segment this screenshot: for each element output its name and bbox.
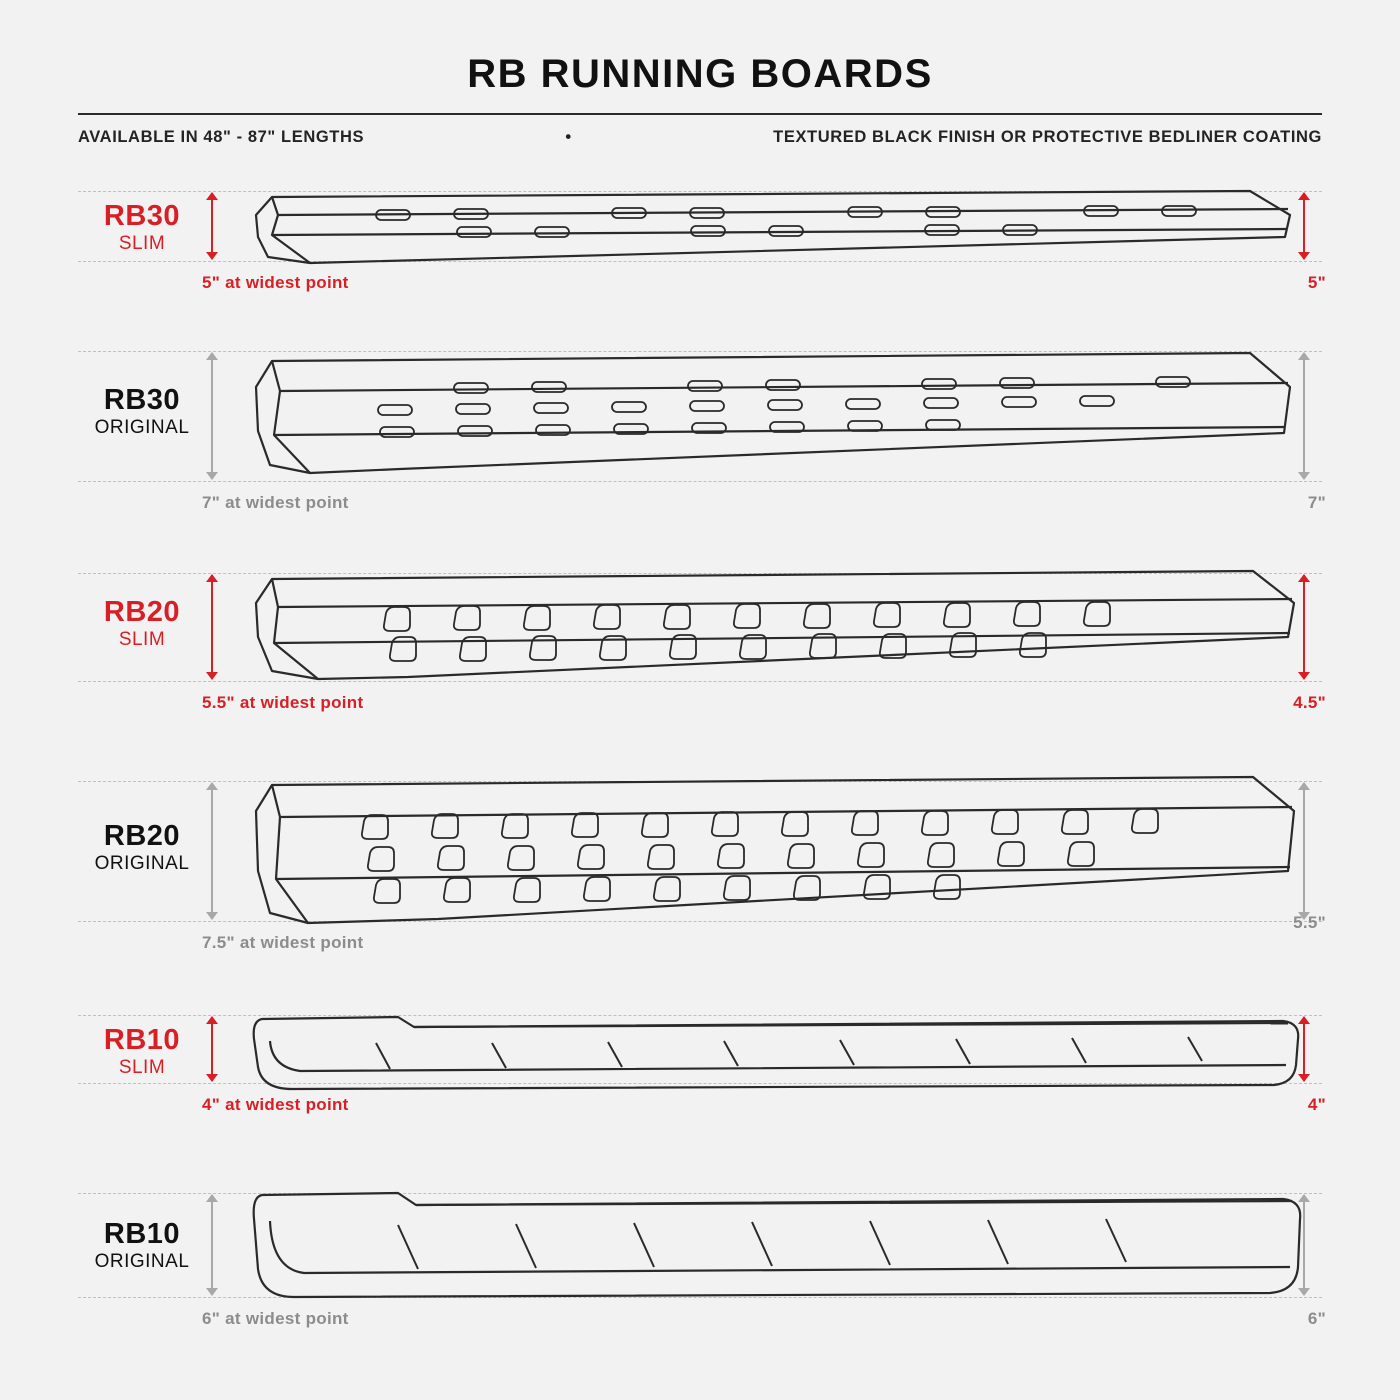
board-rows bbox=[0, 165, 1400, 1367]
variant-name: SLIM bbox=[118, 629, 166, 651]
row-label-rb10-slim bbox=[82, 1025, 202, 1080]
row-label-rb10-original bbox=[82, 1219, 202, 1274]
board-illustration-rb10-original bbox=[248, 1181, 1314, 1316]
model-name: RB20 bbox=[103, 596, 181, 628]
header-subtitle bbox=[78, 128, 1322, 147]
height-caption: 5" bbox=[1307, 273, 1326, 292]
row-rb30-slim bbox=[0, 165, 1400, 361]
subtitle-finish: TEXTURED BLACK FINISH OR PROTECTIVE BEDLINER COATING bbox=[773, 128, 1322, 146]
height-caption: 5.5" bbox=[1293, 913, 1326, 932]
height-arrow-left bbox=[205, 783, 219, 919]
row-rb30-original bbox=[0, 361, 1400, 573]
width-caption: 4" at widest point bbox=[202, 1095, 349, 1114]
board-illustration-rb10-slim bbox=[248, 1005, 1314, 1105]
height-arrow-left bbox=[205, 575, 219, 679]
height-caption: 6" bbox=[1307, 1309, 1326, 1328]
variant-name: ORIGINAL bbox=[94, 1251, 190, 1273]
row-rb20-slim bbox=[0, 573, 1400, 785]
header bbox=[0, 0, 1400, 147]
header-divider bbox=[78, 113, 1322, 115]
height-arrow-left bbox=[205, 1017, 219, 1081]
board-illustration-rb30-original bbox=[250, 339, 1310, 499]
subtitle-lengths: AVAILABLE IN 48" - 87" LENGTHS bbox=[78, 128, 365, 146]
width-caption: 7" at widest point bbox=[202, 493, 349, 512]
subtitle-bullet-icon: • bbox=[565, 128, 572, 146]
model-name: RB10 bbox=[103, 1024, 181, 1056]
height-arrow-left bbox=[205, 353, 219, 479]
row-rb10-original bbox=[0, 1187, 1400, 1367]
board-illustration-rb20-slim bbox=[248, 561, 1314, 701]
variant-name: SLIM bbox=[118, 233, 166, 255]
variant-name: ORIGINAL bbox=[94, 853, 190, 875]
row-rb20-original bbox=[0, 785, 1400, 1007]
width-caption: 5" at widest point bbox=[202, 273, 349, 292]
height-arrow-left bbox=[205, 193, 219, 259]
height-arrow-left bbox=[205, 1195, 219, 1295]
row-label-rb20-slim bbox=[82, 597, 202, 652]
page-title: RB RUNNING BOARDS bbox=[467, 52, 933, 96]
variant-name: ORIGINAL bbox=[94, 417, 190, 439]
row-label-rb20-original bbox=[82, 821, 202, 876]
width-caption: 6" at widest point bbox=[202, 1309, 349, 1328]
height-caption: 7" bbox=[1307, 493, 1326, 512]
width-caption: 7.5" at widest point bbox=[202, 933, 364, 952]
row-label-rb30-slim bbox=[82, 201, 202, 256]
row-label-rb30-original bbox=[82, 385, 202, 440]
model-name: RB30 bbox=[103, 200, 181, 232]
model-name: RB10 bbox=[103, 1218, 181, 1250]
board-illustration-rb20-original bbox=[248, 767, 1314, 942]
height-caption: 4.5" bbox=[1293, 693, 1326, 712]
width-caption: 5.5" at widest point bbox=[202, 693, 364, 712]
variant-name: SLIM bbox=[118, 1057, 166, 1079]
model-name: RB20 bbox=[103, 820, 181, 852]
row-rb10-slim bbox=[0, 1007, 1400, 1187]
height-caption: 4" bbox=[1307, 1095, 1326, 1114]
model-name: RB30 bbox=[103, 384, 181, 416]
board-illustration-rb30-slim bbox=[250, 179, 1310, 279]
